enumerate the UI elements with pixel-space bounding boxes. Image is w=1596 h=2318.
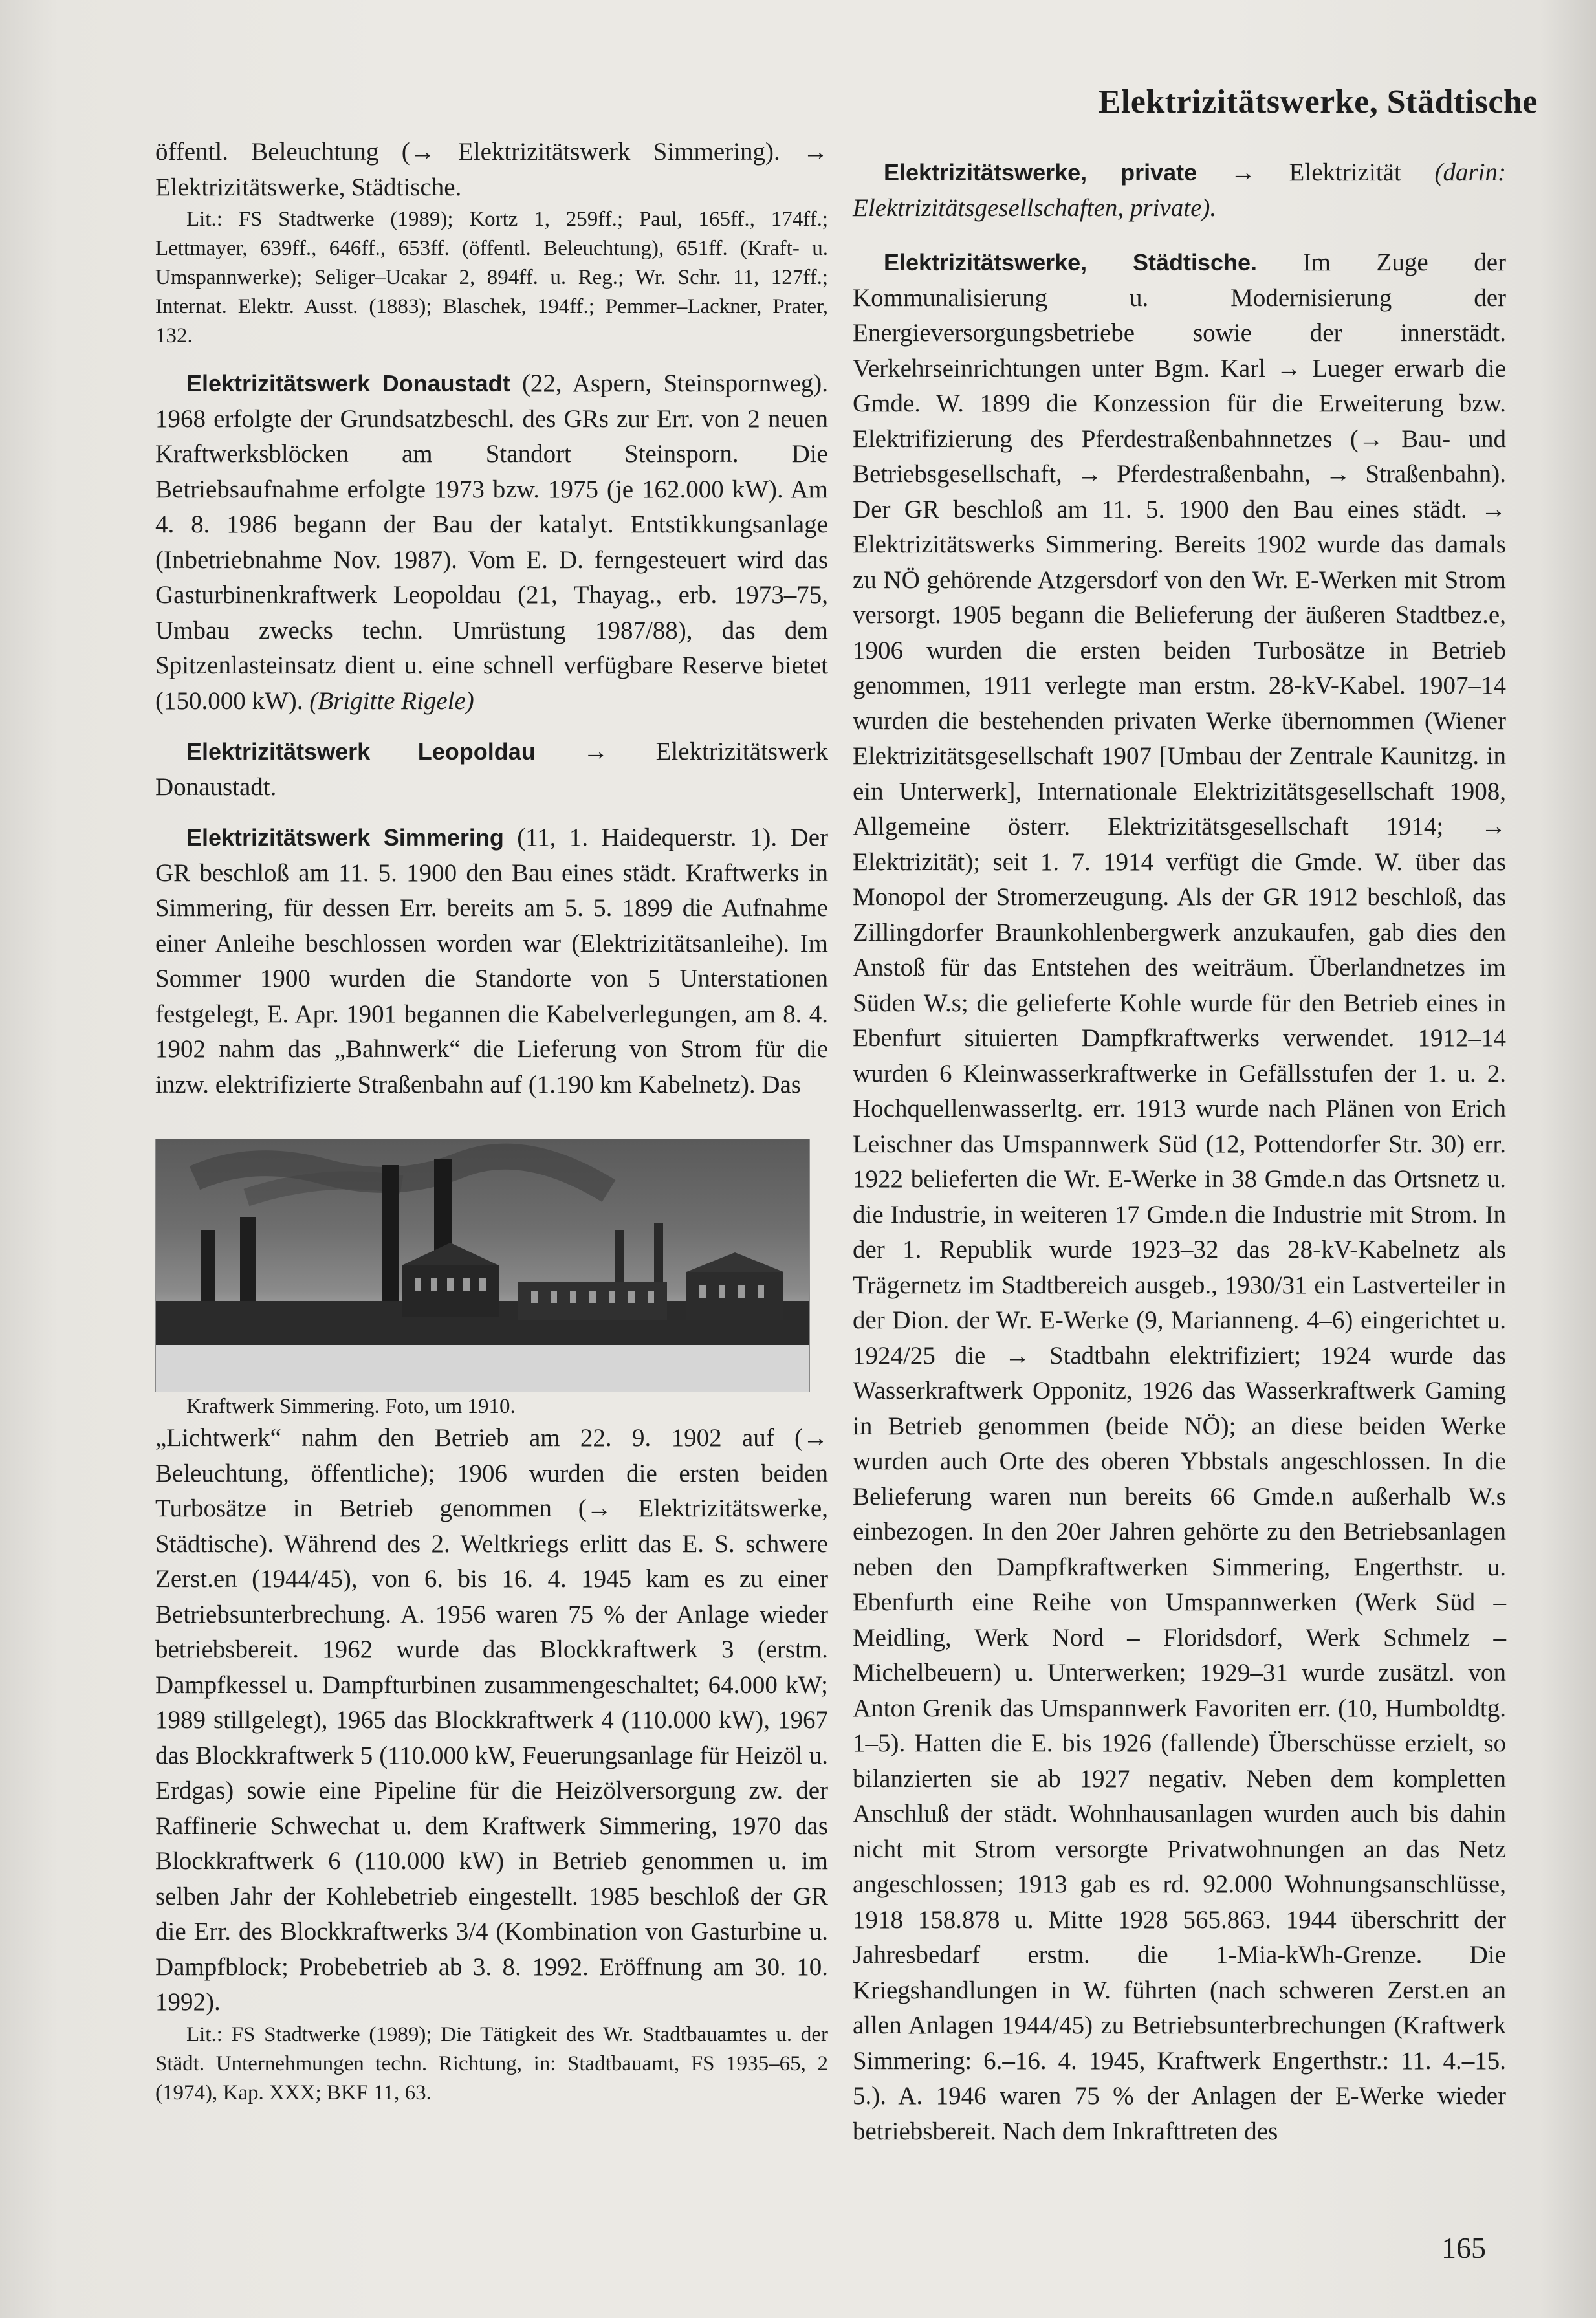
staedtische-text: Im Zuge der Kommunalisierung u. Modernisierung der Energieversorgungsbetriebe sowie der innerstädt. Verkehrseinrichtungen unter Bgm. Karl → Lueger erwarb die Gmde. W. 1899 die Konzession für die Erweiterung bzw. Elektrifizierung des Pferdestraßenbahnnetzes (→ Bau- und Betriebsgesellschaft, → Pferdestraßenbahn, → Straßenbahn). Der GR beschloß am 11. 5. 1900 den Bau eines städt. → Elektrizitätswerks Simmering. Bereits 1902 wurde das damals zu NÖ gehörende Atzgersdorf von den Wr. E-Werken mit Strom versorgt. 1905 begann die Belieferung der äußeren Stadtbez.e, 1906 wurden die ersten beiden Turbosätze in Betrieb genommen, 1911 verlegte man erstm. 28-kV-Kabel. 1907–14 wurden die bestehenden privaten Werke übernommen (Wiener Elektrizitätsgesellschaft 1907 [Umbau der Zentrale Kaunitzg. in ein Unterwerk], Internationale Elektrizitätsgesellschaft 1908, Allgemeine österr. Elektrizitätsgesellschaft 1914; → Elektrizität); seit 1. 7. 1914 verfügt die Gmde. W. über das Monopol der Stromerzeugung. Als der GR 1912 beschloß, das Zillingdorfer Braunkohlenbergwerk anzukaufen, gab dies den Anstoß für das Entstehen des weiträum. Überlandnetzes im Süden W.s; die gelieferte Kohle wurde für den Betrieb eines in Ebenfurt situierten Dampfkraftwerks verwendet. 1912–14 wurden 6 Kleinwasserkraftwerke in Gefällsstufen der 1. u. 2. Hochquellenwasserltg. err. 1913 wurde nach Plänen von Erich Leischner das Umspannwerk Süd (12, Pottendorfer Str. 30) err. 1922 belieferten die Wr. E-Werke in 38 Gmde.n das Ortsnetz u. die Industrie, in weiteren 17 Gmde.n die Industrie mit Strom. In der 1. Republik wurde 1923–32 das 28-kV-Kabelnetz als Trägernetz im Stadtbereich ausgeb., 1930/31 ein Lastverteiler in der Dion. der Wr. E-Werke (9, Marianneng. 4–6) eingerichtet u. 1924/25 die → Stadtbahn elektrifiziert; 1924 wurde das Wasserkraftwerk Opponitz, 1926 das Wasserkraftwerk Gaming in Betrieb genommen (beide NÖ); an diese beiden Werke wurden auch Orte des oberen Ybbstals angeschlossen. In die Belieferung waren nun bereits 66 Gmde.n außerhalb W.s einbezogen. In den 20er Jahren gehörte zu den Betriebsanlagen neben den Dampfkraftwerken Simmering, Engerthstr. u. Ebenfurth eine Reihe von Umspannwerken (Werk Süd – Meidling, Werk Nord – Floridsdorf, Werk Schmelz – Michelbeuern) u. Unterwerken; 1929–31 wurde zusätzl. von Anton Grenik das Umspannwerk Favoriten err. (10, Humboldtg. 1–5). Hatten die E. bis 1926 (fallende) Überschüsse erzielt, so bilanzierten sie ab 1927 negativ. Neben dem kompletten Anschluß der städt. Wohnhausanlagen wurden auch bis dahin nicht mit Strom versorgte Privatwohnungen an das Netz angeschlossen; 1913 gab es rd. 92.000 Wohnungsanschlüsse, 1918 158.878 u. Mitte 1928 565.863. 1944 überschritt der Jahresbedarf erstm. die 1-Mia-kWh-Grenze. Die Kriegshandlungen in W. führten (nach schweren Zerst.en an allen Anlagen 1944/45) zu Betriebsunterbrechungen (Kraftwerk Simmering: 6.–16. 4. 1945, Kraftwerk Engerthstr.: 11. 4.–15. 5.). A. 1946 waren 75 % der Anlagen der E-Werke wieder betriebsbereit. Nach dem Inkrafttreten des [853,248,1507,2145]
lemma-staedtische: Elektrizitätswerke, Städtische. [884,249,1258,276]
left-column [155,135,828,2108]
simmering-literature: Lit.: FS Stadtwerke (1989); Die Tätigkeit des Wr. Stadtbauamtes u. der Städt. Unternehmungen techn. Richtung, in: Stadtbauamt, FS 1935–65, 2 (1974), Kap. XXX; BKF 11, 63. [155,2022,828,2105]
right-column [853,155,1506,2149]
lemma-leopoldau: Elektrizitätswerk Leopoldau [186,738,536,765]
simmering-text: (11, 1. Haidequerstr. 1). Der GR beschloß am 11. 5. 1900 den Bau eines städt. Kraftwerks in Simmering, für dessen Err. bereits am 5. 5. 1899 die Aufnahme einer Anleihe beschlossen worden war (Elektrizitätsanleihe). Im Sommer 1900 wurden die Standorte von 5 Unterstationen festgelegt, E. Apr. 1901 begannen die Kabelverlegungen, am 8. 4. 1902 nahm das „Bahnwerk“ die Lieferung von Strom für die inzw. elektrifizierte Straßenbahn auf (1.190 km Kabelnetz). Das [155,824,829,1099]
entry-staedtische [853,245,1506,2149]
simmering-photo [155,1139,810,1392]
photo-caption: Kraftwerk Simmering. Foto, um 1910. [186,1395,516,1418]
intro-literature: Lit.: FS Stadtwerke (1989); Kortz 1, 259ff.; Paul, 165ff., 174ff.; Lettmayer, 639ff., 646ff., 653ff. (öffentl. Beleuchtung), 651ff. (Kraft- u. Umspannwerke); Seliger–Ucakar 2, 894ff. u. Reg.; Wr. Schr. 11, 127ff.; Internat. Elektr. Ausst. (1883); Blaschek, 194ff.; Pemmer–Lackner, Prater, 132. [155,208,828,347]
leopoldau-text: → Elektrizitätswerk Donaustadt. [155,738,828,801]
entry-donaustadt [155,366,828,719]
private-note: (darin: Elektrizitätsgesellschaften, private). [853,159,1507,222]
entry-simmering [155,820,828,1102]
simmering-continued: „Lichtwerk“ nahm den Betrieb am 22. 9. 1902 auf (→ Beleuchtung, öffentliche); 1906 wurden die ersten beiden Turbosätze in Betrieb genommen (→ Elektrizitätswerke, Städtische). Während des 2. Weltkriegs erlitt das E. S. schwere Zerst.en (1944/45), von 6. bis 16. 4. 1945 kam es zu einer Betriebsunterbrechung. A. 1956 waren 75 % der Anlage wieder betriebsbereit. 1962 wurde das Blockkraftwerk 3 (erstm. Dampfkessel u. Dampfturbinen zusammengeschaltet; 64.000 kW; 1989 stillgelegt), 1965 das Blockkraftwerk 4 (110.000 kW), 1967 das Blockkraftwerk 5 (110.000 kW, Feuerungsanlage für Heizöl u. Erdgas) sowie eine Pipeline für die Heizölversorgung zw. der Raffinerie Schwechat u. dem Kraftwerk Simmering, 1970 das Blockkraftwerk 6 (110.000 kW) in Betrieb genommen u. im selben Jahr der Kohlebetrieb eingestellt. 1985 beschloß der GR die Err. des Blockkraftwerks 3/4 (Kombination von Gasturbine u. Dampfblock; Probebetrieb ab 3. 8. 1992. Eröffnung am 30. 10. 1992). [155,1424,828,2016]
entry-leopoldau [155,734,828,805]
running-title: Elektrizitätswerke, Städtische [1098,83,1538,120]
lemma-private: Elektrizitätswerke, private [884,159,1197,186]
lemma-simmering: Elektrizitätswerk Simmering [186,824,504,851]
entry-private [853,155,1506,226]
intro-text: öffentl. Beleuchtung (→ Elektrizitätswerk Simmering). → Elektrizitätswerke, Städtische. [155,138,828,201]
donaustadt-text: (22, Aspern, Steinspornweg). 1968 erfolgte der Grundsatzbeschl. des GRs zur Err. von 2 neuen Kraftwerksblöcken am Standort Steinsporn. Die Betriebsaufnahme erfolgte 1973 bzw. 1975 (je 162.000 kW). Am 4. 8. 1986 begann der Bau der katalyt. Entstikkungsanlage (Inbetriebnahme Nov. 1987). Vom E. D. ferngesteuert wird das Gasturbinenkraftwerk Leopoldau (21, Thayag., erb. 1973–75, Umbau zwecks techn. Umrüstung 1987/88), das dem Spitzenlasteinsatz dient u. eine schnell verfügbare Reserve bietet (150.000 kW). [155,369,828,715]
private-text: → Elektrizität [1230,159,1401,186]
power-plant-illustration [156,1139,809,1392]
donaustadt-author: (Brigitte Rigele) [309,686,474,715]
lemma-donaustadt: Elektrizitätswerk Donaustadt [186,370,510,397]
page-number: 165 [1441,2231,1486,2264]
